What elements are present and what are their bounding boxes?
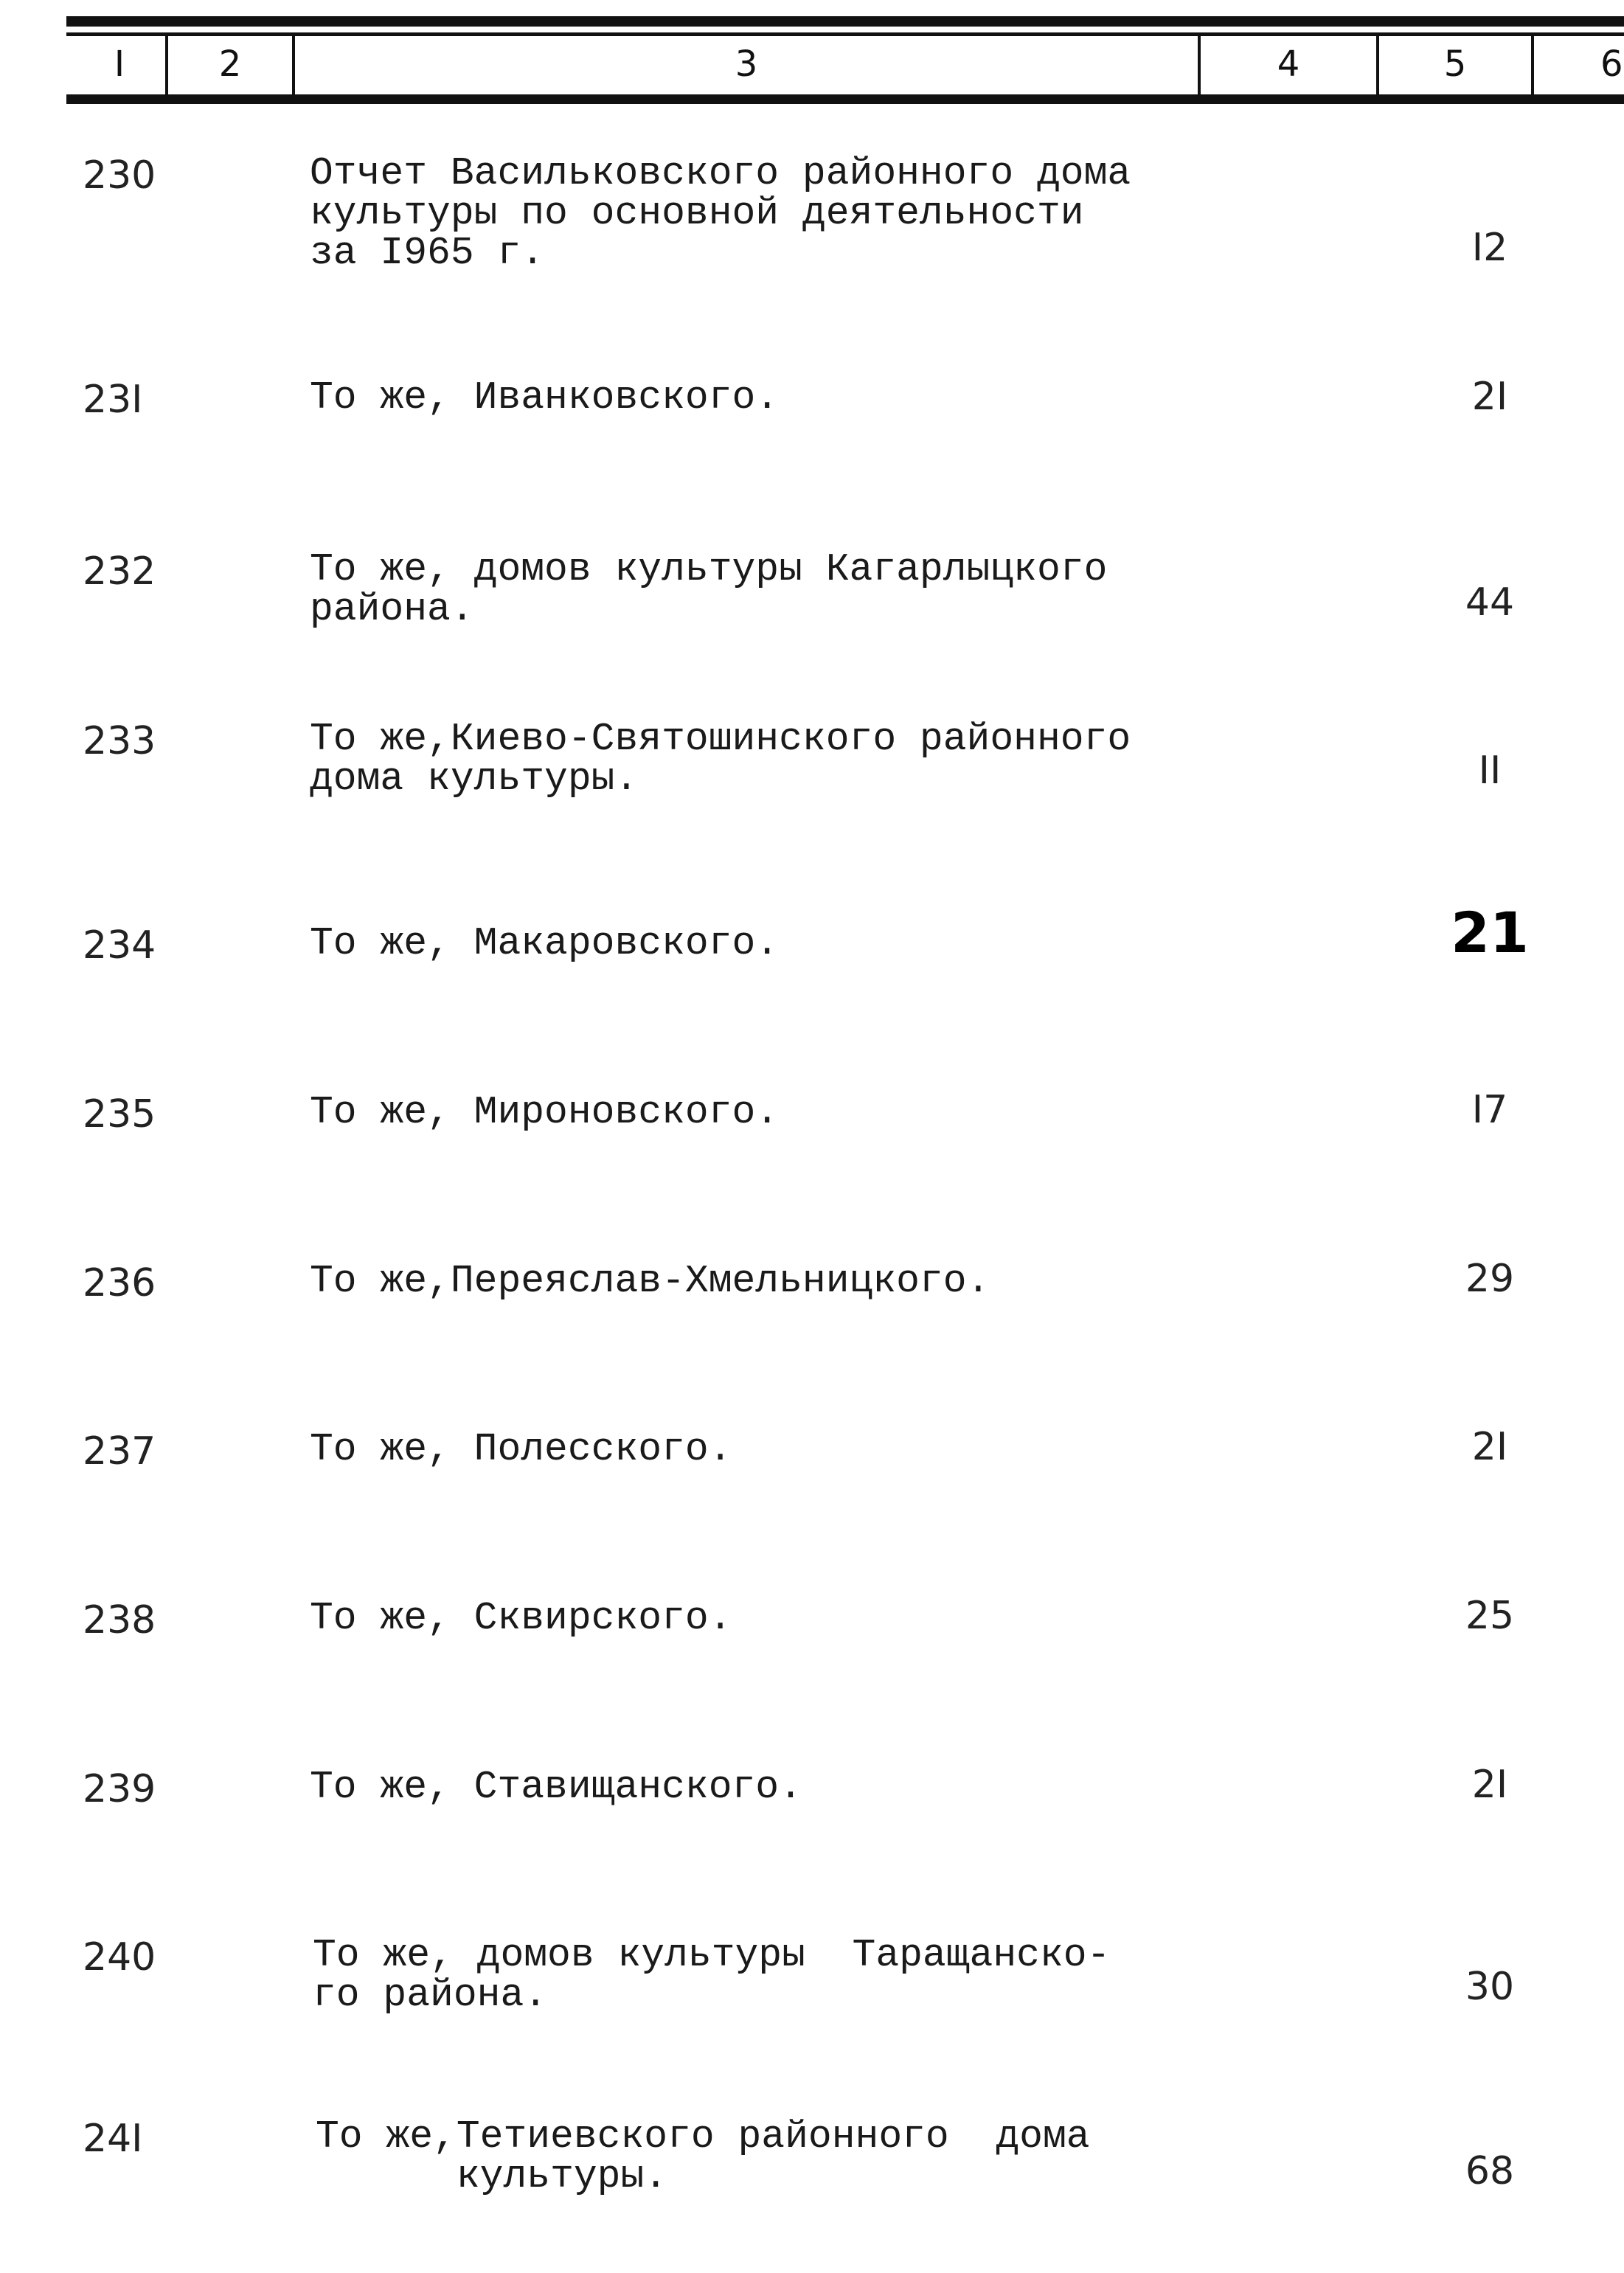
row-number: 24I <box>83 2117 143 2161</box>
row-sheets: 29 <box>1465 1257 1515 1301</box>
row-number: 236 <box>83 1261 156 1305</box>
row-number: 240 <box>83 1935 156 1979</box>
row-number: 234 <box>83 923 156 968</box>
row-number: 238 <box>83 1598 156 1642</box>
header-col-4: 4 <box>1277 44 1300 85</box>
row-description: То же, Сквирского. <box>310 1596 732 1640</box>
row-sheets: I7 <box>1471 1088 1508 1132</box>
row-description: То же, Макаровского. <box>310 921 780 965</box>
row-description: То же, Мироновского. <box>310 1090 780 1134</box>
row-number: 23I <box>83 378 143 422</box>
row-number: 237 <box>83 1429 156 1474</box>
row-number: 239 <box>83 1767 156 1811</box>
row-sheets: 68 <box>1465 2149 1515 2193</box>
row-description: То же, домов культуры Таращанско- го района. <box>313 1933 1111 2017</box>
header-col-5: 5 <box>1443 44 1467 85</box>
row-description: То же, домов культуры Кагарлыцкого района. <box>310 547 1108 631</box>
row-sheets: I2 <box>1471 226 1508 270</box>
row-sheets: II <box>1478 749 1502 793</box>
header-col-3: 3 <box>735 44 758 85</box>
header-col-1: I <box>114 44 125 85</box>
row-number: 230 <box>83 153 156 198</box>
row-sheets: 25 <box>1465 1594 1515 1638</box>
header-rule-top-thin <box>66 32 1624 36</box>
row-number: 232 <box>83 549 156 594</box>
row-description: То же, Ставищанского. <box>310 1765 802 1809</box>
header-rule-bottom <box>66 94 1624 104</box>
row-sheets: 2I <box>1471 375 1508 419</box>
row-sheets-handwritten: 21 <box>1451 900 1529 965</box>
row-description: То же,Киево-Святошинского районного дома культуры. <box>310 717 1131 801</box>
row-number: 235 <box>83 1092 156 1136</box>
row-sheets: 2I <box>1471 1425 1508 1469</box>
row-description: То же, Иванковского. <box>310 375 780 420</box>
row-description: То же, Полесского. <box>310 1427 732 1471</box>
row-sheets: 30 <box>1465 1965 1515 2009</box>
row-description: То же,Тетиевского районного дома культуры. <box>316 2114 1090 2199</box>
row-number: 233 <box>83 719 156 763</box>
header-rule-top <box>66 16 1624 27</box>
header-col-6: 6 <box>1600 44 1623 85</box>
header-col-2: 2 <box>218 44 242 85</box>
row-sheets: 44 <box>1465 580 1515 625</box>
row-description: То же,Переяслав-Хмельницкого. <box>310 1259 990 1303</box>
row-sheets: 2I <box>1471 1763 1508 1807</box>
row-description: Отчет Васильковского районного дома культуры по основной деятельности за I965 г. <box>310 151 1131 275</box>
